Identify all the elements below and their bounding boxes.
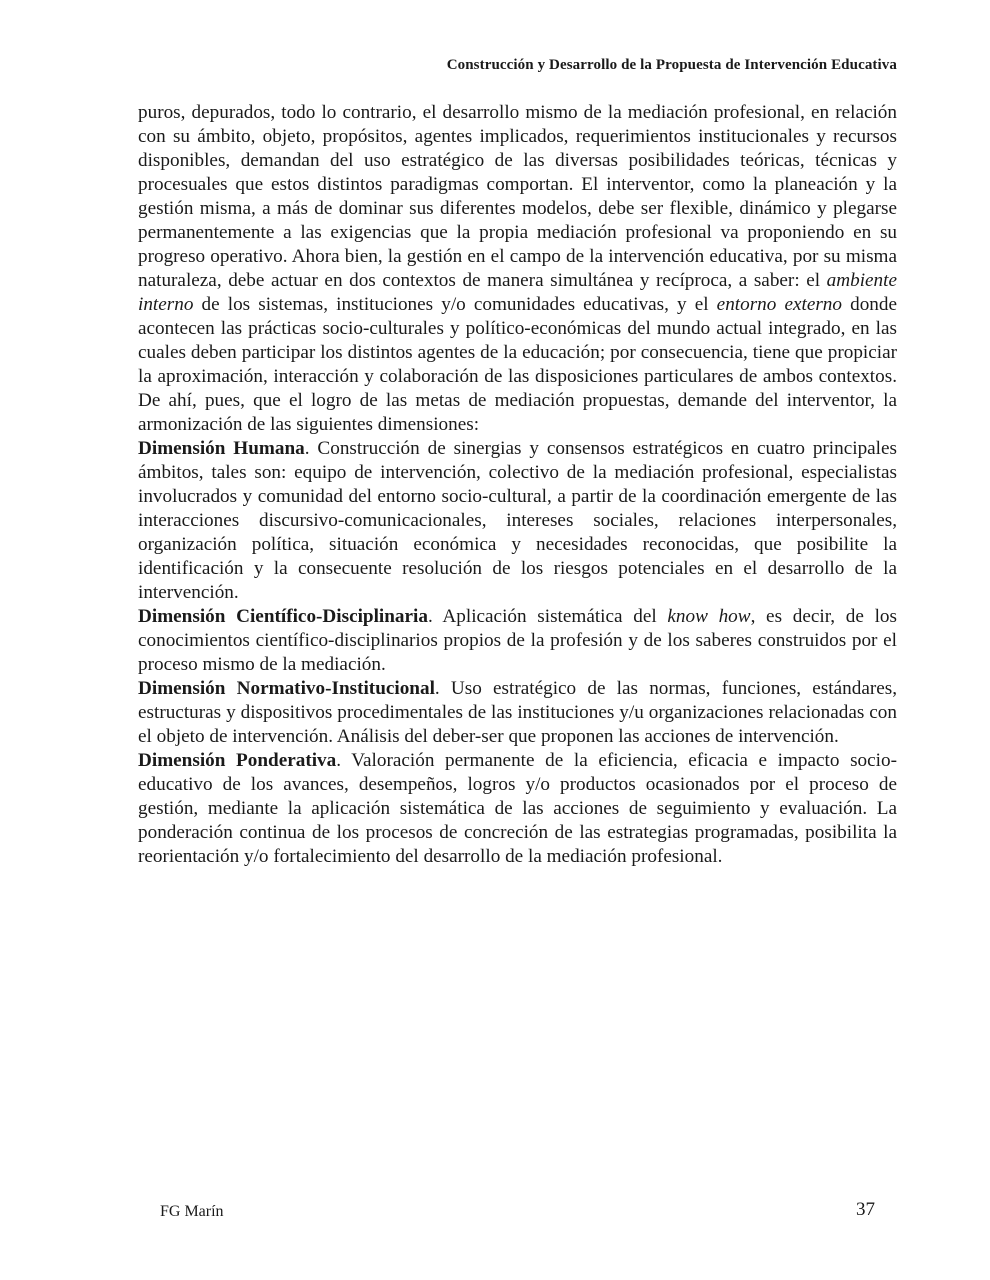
intro-text-part1: puros, depurados, todo lo contrario, el desarrollo mismo de la mediación profesional, en relación con su ámbito, objeto, propósitos, agentes implicados, requerimientos institucionales y recursos disponibles, demandan del uso estratégico de las diversas posibilidades teóricas, técnicas y procesuales que estos distintos paradigmas comportan. El interventor, como la planeación y la gestión misma, a más de dominar sus diferentes modelos, debe ser flexible, dinámico y plegarse permanentemente a las exigencias que la propia mediación profesional va proponiendo en su progreso operativo. Ahora bien, la gestión en el campo de la intervención educativa, por su misma naturaleza, debe actuar en dos contextos de manera simultánea y recíproca, a saber: el	[138, 102, 897, 291]
intro-paragraph	[138, 101, 897, 437]
intro-text-part3: donde acontecen las prácticas socio-culturales y político-económicas del mundo actual integrado, en las cuales deben participar los distintos agentes de la educación; por consecuencia, tiene que propiciar la aproximación, interacción y colaboración de las disposiciones particulares de ambos contextos. De ahí, pues, que el logro de las metas de mediación propuestas, demande del interventor, la armonización de las siguientes dimensiones:	[138, 294, 897, 435]
dimension-normativo-institucional	[138, 677, 897, 749]
dimension-title: Dimensión Normativo-Institucional	[138, 678, 435, 699]
dimension-emphasis-know-how: know how	[667, 606, 751, 627]
dimension-cientifico-disciplinaria	[138, 605, 897, 677]
dimension-description: . Uso estratégico de las normas, funciones, estándares, estructuras y dispositivos procedimentales de las instituciones y/u organizaciones relacionadas con el objeto de intervención. Análisis del deber-ser que proponen las acciones de intervención.	[138, 678, 898, 747]
intro-text-part2: de los sistemas, instituciones y/o comunidades educativas, y el	[193, 294, 717, 315]
intro-emphasis-ambiente-interno: ambiente interno	[138, 270, 897, 315]
dimension-title: Dimensión Humana	[138, 438, 305, 459]
dimension-description-before: . Aplicación sistemática del	[427, 606, 668, 627]
dimension-ponderativa	[138, 749, 897, 869]
page-number: 37	[856, 1199, 875, 1220]
dimension-title: Dimensión Científico-Disciplinaria	[138, 606, 428, 627]
dimension-description: . Valoración permanente de la eficiencia, eficacia e impacto socio-educativo de los avances, desempeños, logros y/o productos ocasionados por el proceso de gestión, mediante la aplicación sistemática de las acciones de seguimiento y evaluación. La ponderación continua de los procesos de concreción de las estrategias programadas, posibilita la reorientación y/o fortalecimiento del desarrollo de la mediación profesional.	[138, 750, 897, 867]
footer-author: FG Marín	[160, 1203, 224, 1220]
body-text	[138, 101, 897, 869]
dimension-description: . Construcción de sinergias y consensos estratégicos en cuatro principales ámbitos, tales son: equipo de intervención, colectivo de la mediación profesional, especialistas involucrados y comunidad del entorno socio-cultural, a partir de la coordinación emergente de las interacciones discursivo-comunicacionales, intereses sociales, relaciones interpersonales, organización política, situación económica y necesidades reconocidas, que posibilite la identificación y la consecuente resolución de los riesgos potenciales en el desarrollo de la intervención.	[138, 438, 897, 603]
dimension-title: Dimensión Ponderativa	[138, 750, 337, 771]
intro-emphasis-entorno-externo: entorno externo	[716, 294, 842, 315]
running-header: Construcción y Desarrollo de la Propuesta de Intervención Educativa	[446, 57, 897, 73]
dimension-humana	[138, 437, 897, 605]
dimension-description-after: , es decir, de los conocimientos científico-disciplinarios propios de la profesión y de los saberes construidos por el proceso mismo de la mediación.	[138, 606, 897, 675]
